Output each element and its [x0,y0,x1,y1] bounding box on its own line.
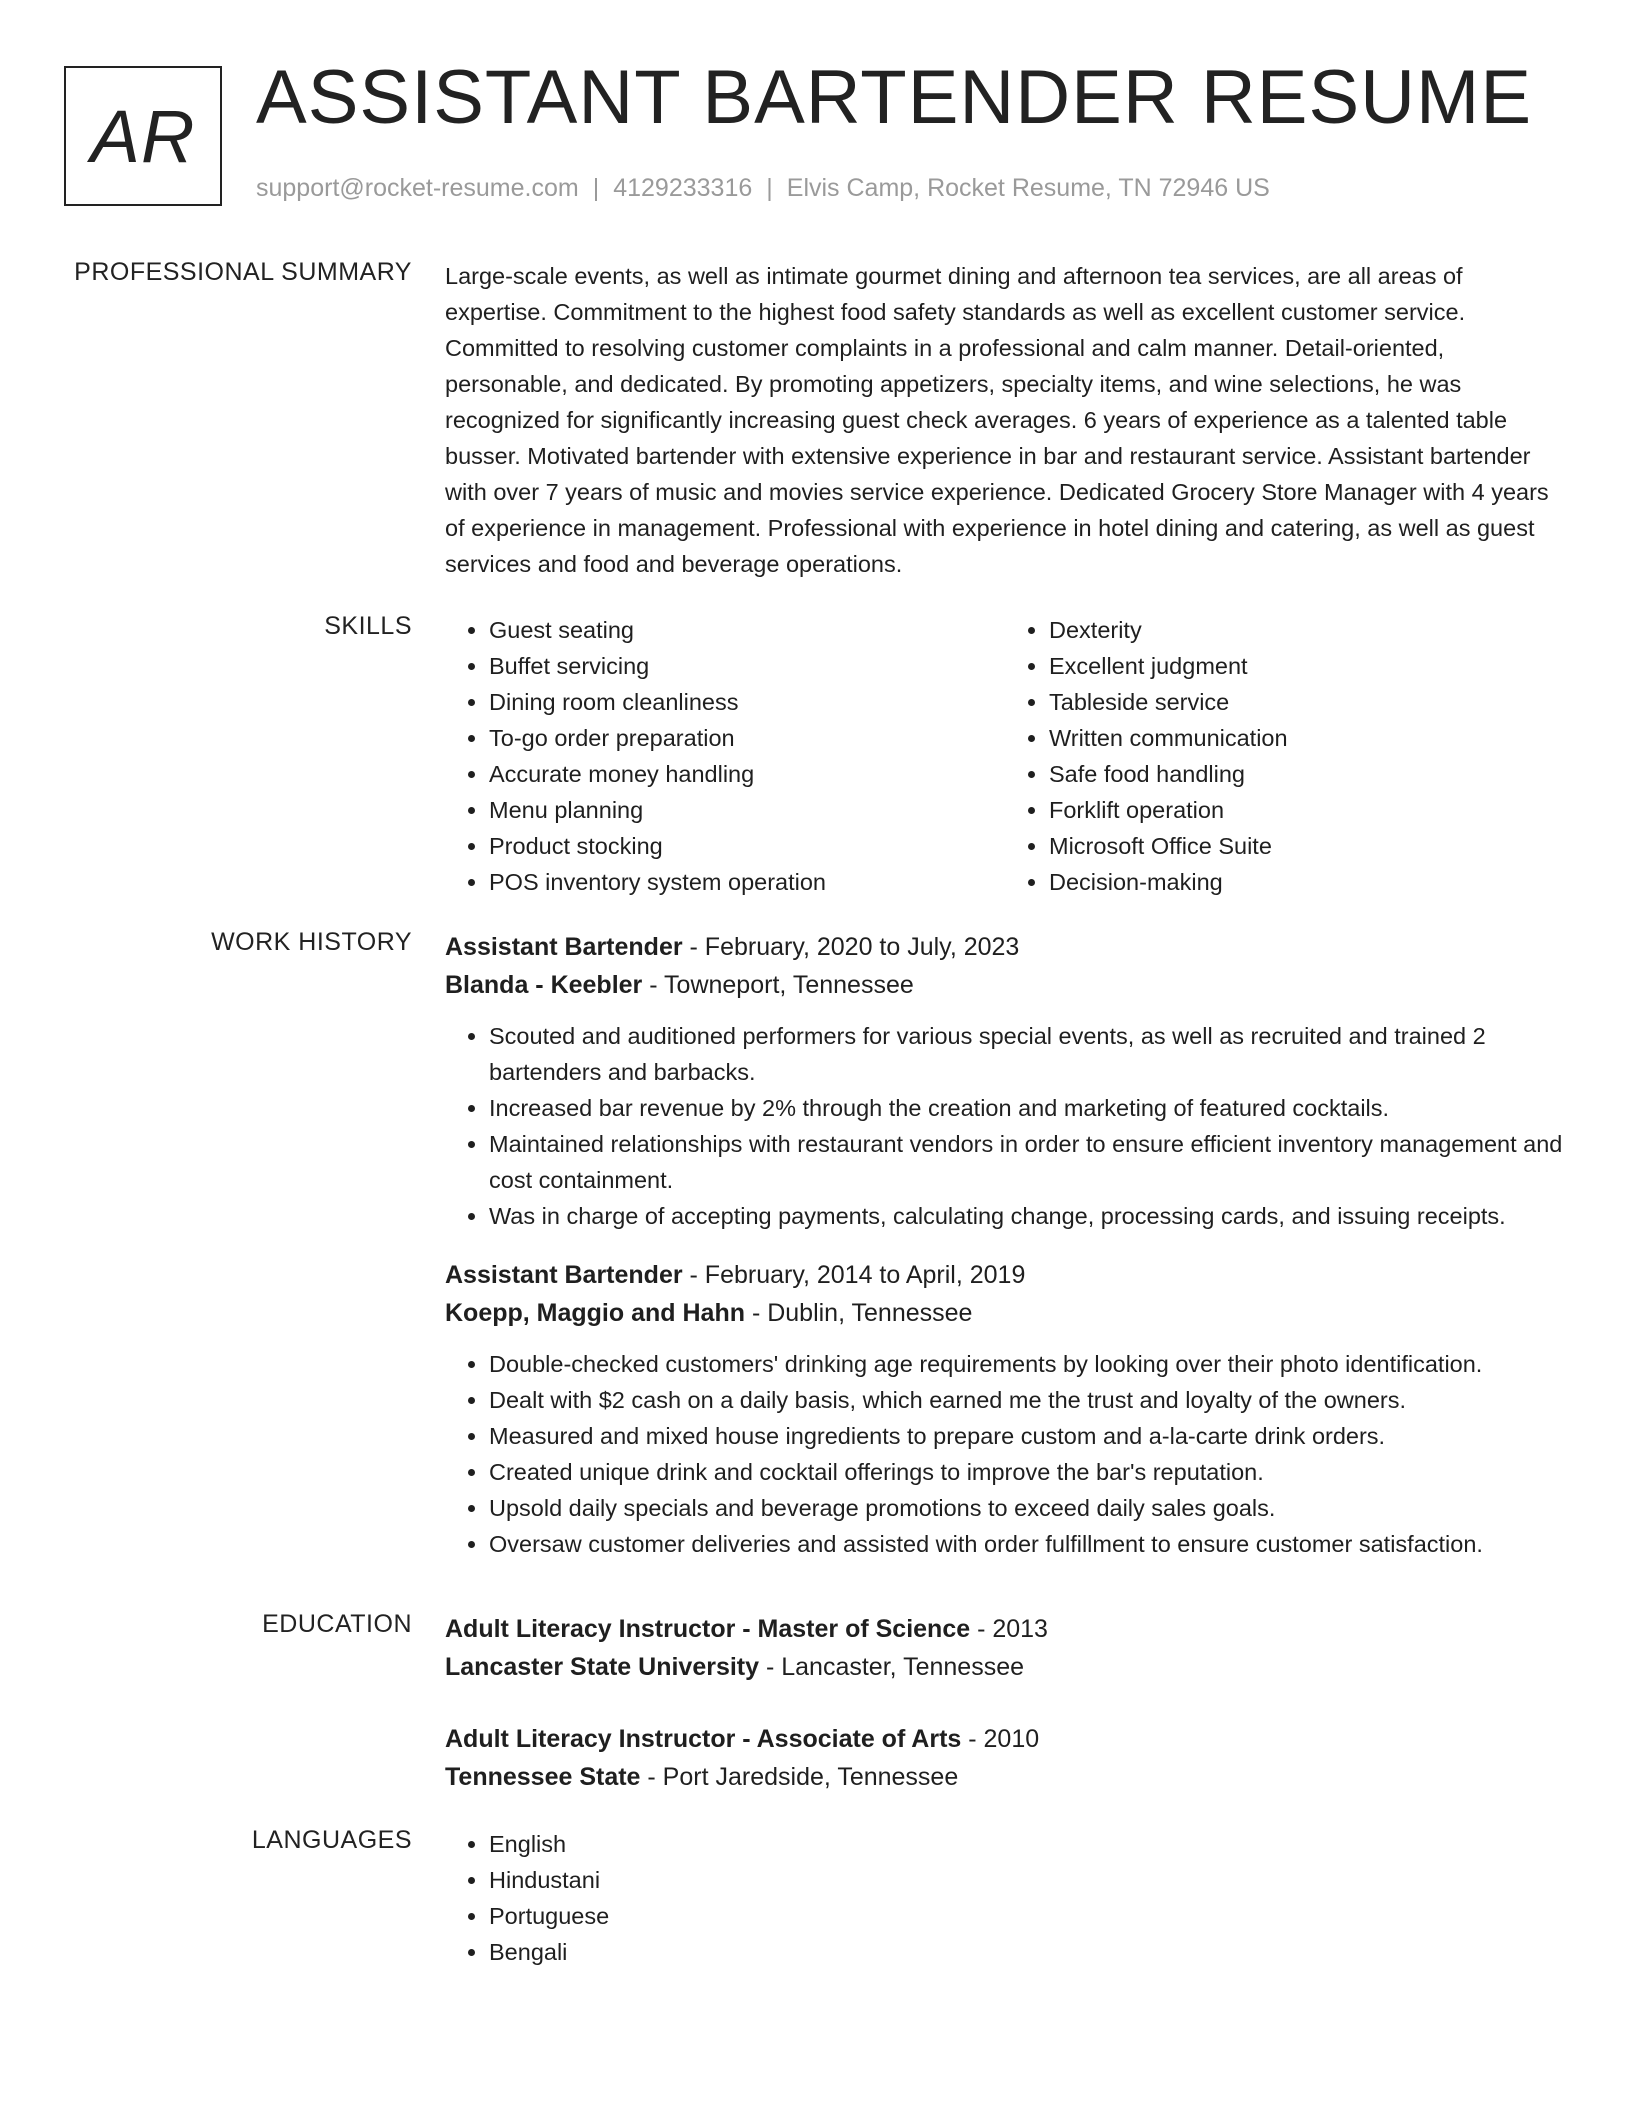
languages-list [445,1826,1565,1970]
skill-item: • Safe food handling [1049,756,1565,792]
contact-line [256,174,1270,203]
job-bullet: • Was in charge of accepting payments, calculating change, processing cards, and issuing receipts. [489,1198,1565,1234]
education-location: - Port Jaredside, Tennessee [640,1763,959,1791]
skills-list-left [445,612,1005,900]
education-body [445,1610,1565,1830]
education-degree: Adult Literacy Instructor - Master of Science [445,1615,971,1643]
section-label-languages: LANGUAGES [251,1826,412,1854]
job-title: Assistant Bartender [445,1261,683,1289]
skill-item: • Tableside service [1049,684,1565,720]
skill-item: • Accurate money handling [489,756,1005,792]
skill-item: • To-go order preparation [489,720,1005,756]
skill-item: • Written communication [1049,720,1565,756]
contact-separator: | [766,174,773,202]
skill-item: • Guest seating [489,612,1005,648]
section-label-education: EDUCATION [262,1610,412,1638]
education-school-line [445,1758,1565,1796]
job-title-line [445,1256,1565,1294]
language-item: • English [489,1826,1565,1862]
job-entry [445,1256,1565,1562]
job-company: Koepp, Maggio and Hahn [445,1299,745,1327]
job-title: Assistant Bartender [445,933,683,961]
education-entry [445,1610,1565,1686]
education-year: - 2013 [970,1615,1048,1643]
education-school-line [445,1648,1565,1686]
job-company-line [445,1294,1565,1332]
education-location: - Lancaster, Tennessee [759,1653,1025,1681]
languages-body [445,1826,1565,1970]
skill-item: • Decision-making [1049,864,1565,900]
language-item: • Portuguese [489,1898,1565,1934]
skill-item: • Excellent judgment [1049,648,1565,684]
education-school: Tennessee State [445,1763,641,1791]
education-degree-line [445,1720,1565,1758]
monogram: AR [64,66,222,206]
education-entry [445,1720,1565,1796]
job-bullet: • Increased bar revenue by 2% through the creation and marketing of featured cocktails. [489,1090,1565,1126]
section-label-work: WORK HISTORY [211,928,412,956]
skill-item: • Forklift operation [1049,792,1565,828]
language-item: • Bengali [489,1934,1565,1970]
job-company-line [445,966,1565,1004]
job-dates: - February, 2020 to July, 2023 [682,933,1020,961]
section-label-skills: SKILLS [324,612,412,640]
section-label-summary: PROFESSIONAL SUMMARY [74,258,412,286]
skill-item: • Menu planning [489,792,1005,828]
skill-item: • Product stocking [489,828,1005,864]
job-location: - Dublin, Tennessee [745,1299,973,1327]
job-entry [445,928,1565,1234]
job-bullet: • Upsold daily specials and beverage promotions to exceed daily sales goals. [489,1490,1565,1526]
education-year: - 2010 [961,1725,1040,1753]
skill-item: • Dining room cleanliness [489,684,1005,720]
job-location: - Towneport, Tennessee [642,971,914,999]
contact-separator: | [592,174,600,202]
contact-phone[interactable]: 4129233316 [613,174,753,202]
job-bullet: • Created unique drink and cocktail offerings to improve the bar's reputation. [489,1454,1565,1490]
job-bullet: • Dealt with $2 cash on a daily basis, which earned me the trust and loyalty of the owners. [489,1382,1565,1418]
job-title-line [445,928,1565,966]
job-bullet: • Maintained relationships with restaurant vendors in order to ensure efficient inventory management and cost containment. [489,1126,1565,1198]
job-bullets [445,1346,1565,1562]
skill-item: • Buffet servicing [489,648,1005,684]
skill-item: • Microsoft Office Suite [1049,828,1565,864]
job-bullet: • Double-checked customers' drinking age requirements by looking over their photo identification. [489,1346,1565,1382]
job-bullet: • Scouted and auditioned performers for various special events, as well as recruited and trained 2 bartenders and barbacks. [489,1018,1565,1090]
summary-text: Large-scale events, as well as intimate gourmet dining and afternoon tea services, are all areas of expertise. Commitment to the highest food safety standards as well as excellent customer service. Committed to resolving customer complaints in a professional and calm manner. Detail-oriented, personable, and dedicated. By promoting appetizers, specialty items, and wine selections, he was recognized for significantly increasing guest check averages. 6 years of experience as a talented table busser. Motivated bartender with extensive experience in bar and restaurant service. Assistant bartender with over 7 years of music and movies service experience. Dedicated Grocery Store Manager with 4 years of experience in management. Professional with experience in hotel dining and catering, as well as guest services and food and beverage operations. [445,263,1549,577]
summary-body [445,258,1565,582]
job-company: Blanda - Keebler [445,971,643,999]
skill-item: • Dexterity [1049,612,1565,648]
education-degree: Adult Literacy Instructor - Associate of Arts [445,1725,962,1753]
job-bullet: • Oversaw customer deliveries and assisted with order fulfillment to ensure customer satisfaction. [489,1526,1565,1562]
job-bullet: • Measured and mixed house ingredients to prepare custom and a-la-carte drink orders. [489,1418,1565,1454]
education-degree-line [445,1610,1565,1648]
skills-columns [445,612,1565,900]
contact-email[interactable]: support@rocket-resume.com [256,174,579,202]
job-bullets [445,1018,1565,1234]
work-body [445,928,1565,1584]
language-item: • Hindustani [489,1862,1565,1898]
job-dates: - February, 2014 to April, 2019 [682,1261,1026,1289]
skills-list-right [1005,612,1565,900]
contact-address: Elvis Camp, Rocket Resume, TN 72946 US [786,174,1270,202]
skill-item: • POS inventory system operation [489,864,1005,900]
page-title: ASSISTANT BARTENDER RESUME [256,55,1533,140]
education-school: Lancaster State University [445,1653,760,1681]
